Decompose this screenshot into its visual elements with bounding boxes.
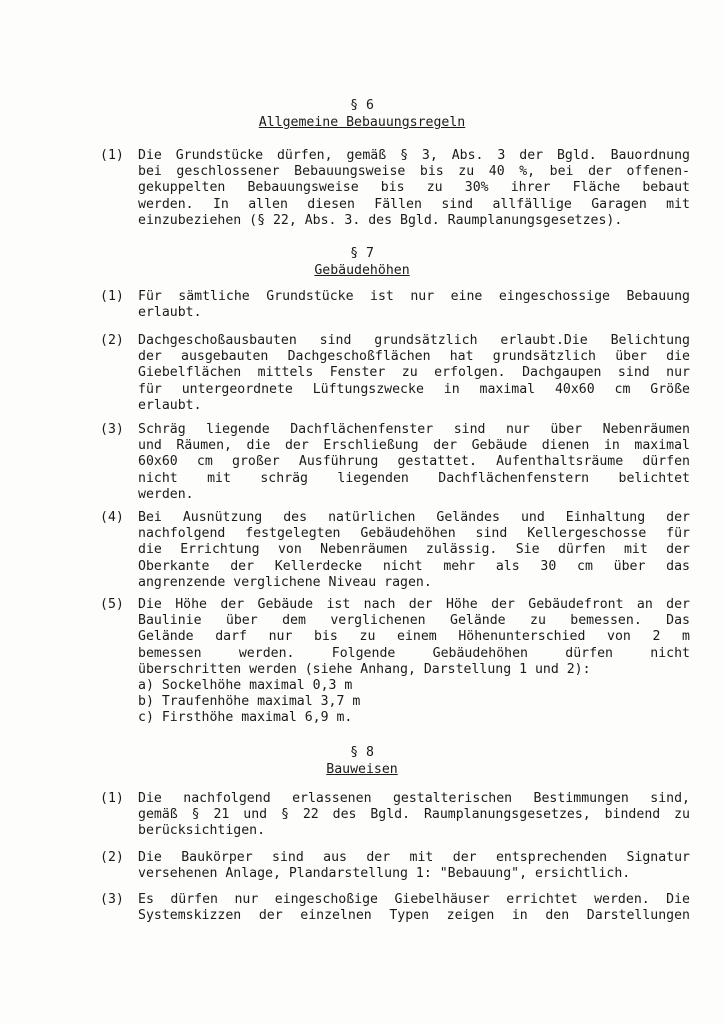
paragraph-number: (1) xyxy=(100,148,124,163)
section-title: Gebäudehöhen xyxy=(314,263,410,279)
paragraph xyxy=(100,850,690,882)
section-number: § 8 xyxy=(350,745,374,760)
text-line: Bei Ausnützung des natürlichen Geländes und Einhaltung der xyxy=(138,510,690,525)
section-heading xyxy=(0,98,724,131)
paragraph-number: (3) xyxy=(100,422,124,437)
text-line: Die Höhe der Gebäude ist nach der Höhe der Gebäudefront an der xyxy=(138,597,690,612)
section-number: § 7 xyxy=(350,246,374,261)
paragraph-number: (4) xyxy=(100,510,124,525)
text-line: der ausgebauten Dachgeschoßflächen hat grundsätzlich über die xyxy=(138,349,690,365)
text-line: Gelände darf nur bis zu einem Höhenunterschied von 2 m xyxy=(138,629,690,645)
text-line: Die nachfolgend erlassenen gestalterischen Bestimmungen sind, xyxy=(138,791,690,806)
text-line: angrenzende verglichene Niveau ragen. xyxy=(138,574,432,590)
text-line: Die Baukörper sind aus der mit der entsprechenden Signatur xyxy=(138,850,690,865)
paragraph xyxy=(100,289,690,321)
text-line: Baulinie über dem verglichenen Gelände zu bemessen. Das xyxy=(138,613,690,629)
text-line: Die Grundstücke dürfen, gemäß § 3, Abs. 3 der Bgld. Bauordnung xyxy=(138,148,690,163)
text-line: bei geschlossener Bebauungsweise bis zu 40 %, bei der offenen- xyxy=(138,164,690,180)
paragraph xyxy=(100,892,690,924)
text-line: nicht mit schräg liegenden Dachflächenfenstern belichtet xyxy=(138,470,690,486)
text-line: überschritten werden (siehe Anhang, Darstellung 1 und 2): xyxy=(138,661,591,677)
list-item: b) Traufenhöhe maximal 3,7 m xyxy=(138,694,361,710)
paragraph-number: (2) xyxy=(100,850,124,865)
section-heading xyxy=(0,246,724,279)
text-line: einzubeziehen (§ 22, Abs. 3. des Bgld. Raumplanungsgesetzes). xyxy=(138,212,623,228)
list-item: a) Sockelhöhe maximal 0,3 m xyxy=(138,678,353,694)
text-line: nachfolgend festgelegten Gebäudehöhen sind Kellergeschosse für xyxy=(138,526,690,542)
text-line: für untergeordnete Lüftungszwecke in maximal 40x60 cm Größe xyxy=(138,381,690,397)
text-line: berücksichtigen. xyxy=(138,823,266,839)
text-line: Systemskizzen der einzelnen Typen zeigen in den Darstellungen xyxy=(138,908,690,924)
paragraph-number: (2) xyxy=(100,333,124,348)
text-line: versehenen Anlage, Plandarstellung 1: "Bebauung", ersichtlich. xyxy=(138,866,631,882)
text-line: Oberkante der Kellerdecke nicht mehr als 30 cm über das xyxy=(138,558,690,574)
text-line: Für sämtliche Grundstücke ist nur eine eingeschossige Bebauung xyxy=(138,289,690,304)
text-line: werden. xyxy=(138,486,194,502)
paragraph-number: (1) xyxy=(100,791,124,806)
text-line: Giebelflächen mittels Fenster zu erfolgen. Dachgaupen sind nur xyxy=(138,365,690,381)
paragraph xyxy=(100,597,690,727)
text-line: die Errichtung von Nebenräumen zulässig. Sie dürfen mit der xyxy=(138,542,690,558)
text-line: erlaubt. xyxy=(138,397,202,413)
paragraph-number: (5) xyxy=(100,597,124,612)
text-line: 60x60 cm großer Ausführung gestattet. Aufenthaltsräume dürfen xyxy=(138,454,690,470)
text-line: gekuppelten Bebauungsweise bis zu 30% ihrer Fläche bebaut xyxy=(138,180,690,196)
list-item: c) Firsthöhe maximal 6,9 m. xyxy=(138,710,353,726)
text-line: und Räumen, die der Erschließung der Gebäude dienen in maximal xyxy=(138,438,690,454)
paragraph xyxy=(100,510,690,591)
paragraph xyxy=(100,422,690,503)
section-title: Bauweisen xyxy=(326,762,398,778)
section-heading xyxy=(0,745,724,778)
text-line: gemäß § 21 und § 22 des Bgld. Raumplanungsgesetzes, bindend zu xyxy=(138,807,690,823)
paragraph xyxy=(100,791,690,840)
section-number: § 6 xyxy=(350,98,374,113)
text-line: bemessen werden. Folgende Gebäudehöhen dürfen nicht xyxy=(138,645,690,661)
paragraph xyxy=(100,148,690,229)
text-line: werden. In allen diesen Fällen sind allfällige Garagen mit xyxy=(138,196,690,212)
text-line: Es dürfen nur eingeschoßige Giebelhäuser errichtet werden. Die xyxy=(138,892,690,907)
text-line: Schräg liegende Dachflächenfenster sind nur über Nebenräumen xyxy=(138,422,690,437)
section-title: Allgemeine Bebauungsregeln xyxy=(258,115,466,131)
paragraph xyxy=(100,333,690,414)
text-line: Dachgeschoßausbauten sind grundsätzlich erlaubt.Die Belichtung xyxy=(138,333,690,348)
paragraph-number: (3) xyxy=(100,892,124,907)
paragraph-number: (1) xyxy=(100,289,124,304)
text-line: erlaubt. xyxy=(138,305,202,321)
